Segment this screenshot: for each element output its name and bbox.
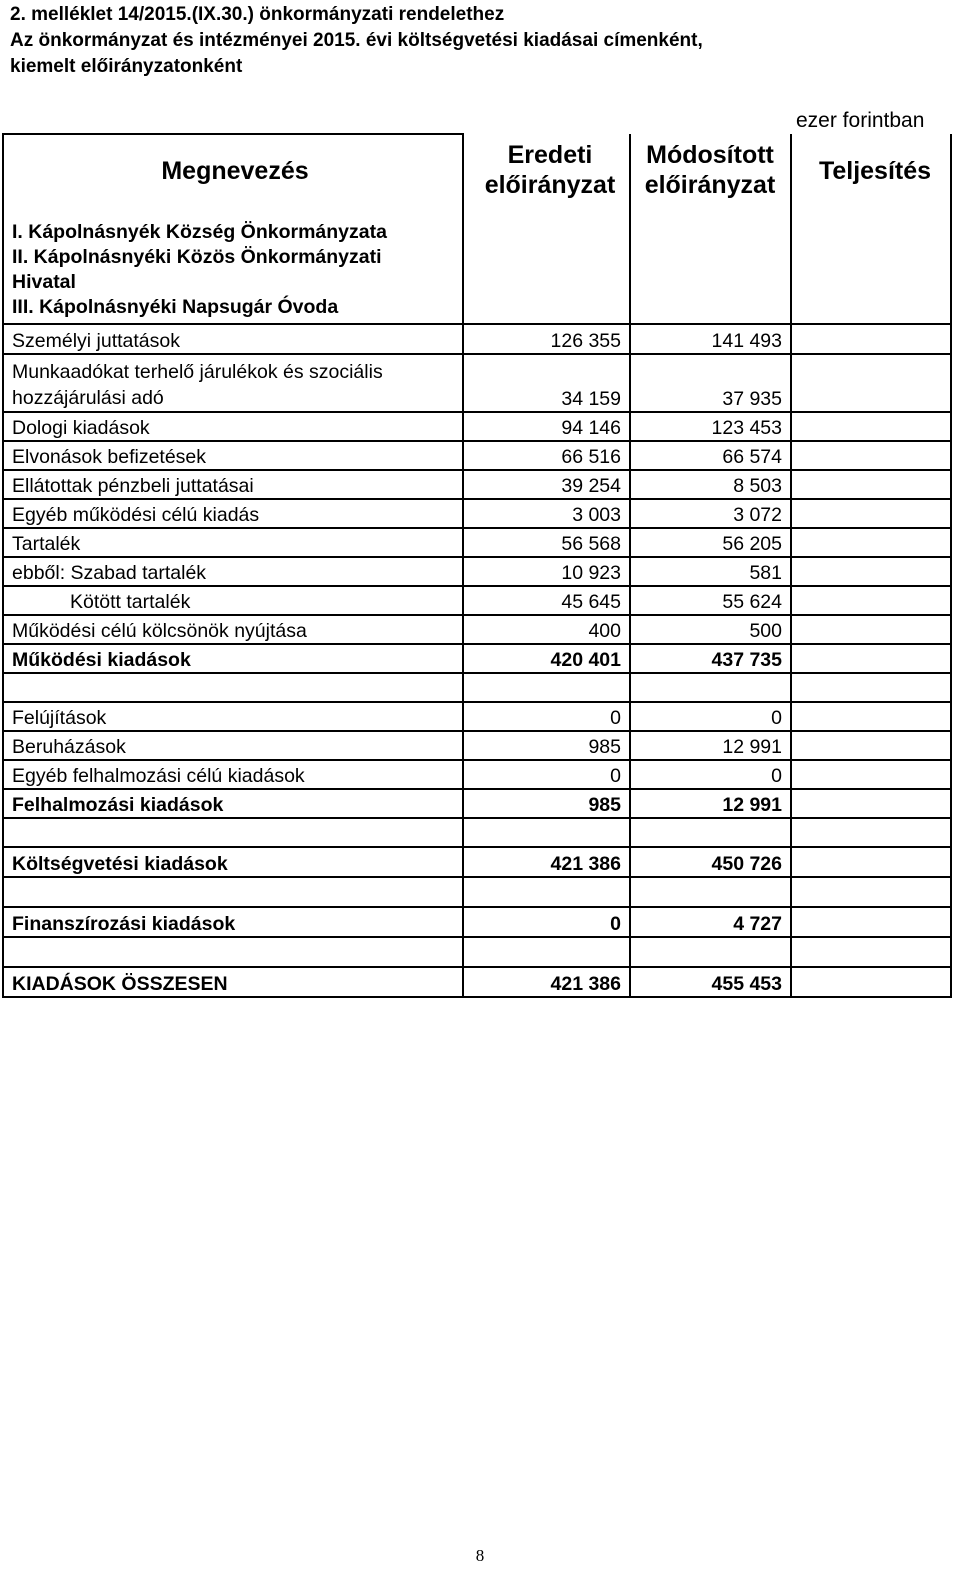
table-row: [3, 412, 951, 441]
row-original: 421 386: [463, 847, 630, 877]
row-completion: [791, 907, 951, 937]
row-original: [463, 818, 630, 847]
row-name: Beruházások: [3, 731, 463, 760]
row-modified: 0: [630, 760, 791, 789]
table-row: [3, 937, 951, 967]
row-name: Elvonások befizetések: [3, 441, 463, 470]
table-row: [3, 731, 951, 760]
table-row: [3, 673, 951, 702]
row-modified: 581: [630, 557, 791, 586]
table-row: [3, 907, 951, 937]
row-modified: [630, 673, 791, 702]
row-original: 66 516: [463, 441, 630, 470]
row-original: [463, 877, 630, 907]
row-modified: 123 453: [630, 412, 791, 441]
row-modified: 3 072: [630, 499, 791, 528]
document-title: [10, 2, 703, 80]
row-name: Személyi juttatások: [3, 324, 463, 354]
row-name: Egyéb felhalmozási célú kiadások: [3, 760, 463, 789]
row-completion: [791, 586, 951, 615]
row-modified: [630, 877, 791, 907]
row-completion: [791, 644, 951, 673]
row-modified: 37 935: [630, 354, 791, 412]
header-modified-line-1: Módosított: [646, 141, 774, 169]
row-original: 0: [463, 907, 630, 937]
table-row: [3, 528, 951, 557]
header-original-line-1: Eredeti: [507, 141, 593, 169]
row-name: Finanszírozási kiadások: [3, 907, 463, 937]
table-row: [3, 967, 951, 997]
row-modified: 8 503: [630, 470, 791, 499]
table-row: [3, 354, 951, 412]
row-name: Felhalmozási kiadások: [3, 789, 463, 818]
row-name: Felújítások: [3, 702, 463, 731]
row-name: Tartalék: [3, 528, 463, 557]
title-line-3: kiemelt előirányzatonként: [10, 56, 243, 77]
table-row: [3, 818, 951, 847]
row-completion: [791, 789, 951, 818]
row-original: [463, 673, 630, 702]
expenditure-table: [2, 133, 952, 998]
row-name-line-2: hozzájárulási adó: [12, 387, 164, 409]
row-completion: [791, 877, 951, 907]
header-completion-cell: [791, 134, 951, 324]
header-name: Megnevezés: [161, 157, 309, 185]
row-original: 0: [463, 760, 630, 789]
row-original: 56 568: [463, 528, 630, 557]
row-completion: [791, 673, 951, 702]
row-modified: [630, 937, 791, 967]
row-original: 421 386: [463, 967, 630, 997]
row-completion: [791, 441, 951, 470]
table-row: [3, 702, 951, 731]
row-name: Működési kiadások: [3, 644, 463, 673]
row-original: 10 923: [463, 557, 630, 586]
table-row: [3, 877, 951, 907]
row-name: [3, 818, 463, 847]
row-original: 420 401: [463, 644, 630, 673]
row-completion: [791, 760, 951, 789]
row-modified: 450 726: [630, 847, 791, 877]
page-number: 8: [475, 1546, 485, 1565]
row-completion: [791, 702, 951, 731]
row-completion: [791, 967, 951, 997]
row-original: 39 254: [463, 470, 630, 499]
row-completion: [791, 847, 951, 877]
row-completion: [791, 412, 951, 441]
row-modified: 66 574: [630, 441, 791, 470]
header-original-line-2: előirányzat: [484, 171, 616, 199]
row-name: Működési célú kölcsönök nyújtása: [3, 615, 463, 644]
table-row: [3, 499, 951, 528]
table-row: [3, 324, 951, 354]
row-name: [3, 673, 463, 702]
table-row: [3, 470, 951, 499]
row-modified: 12 991: [630, 789, 791, 818]
row-completion: [791, 354, 951, 412]
row-name: KIADÁSOK ÖSSZESEN: [3, 967, 463, 997]
title-line-1: 2. melléklet 14/2015.(IX.30.) önkormányzati rendelethez: [10, 4, 505, 25]
row-completion: [791, 731, 951, 760]
row-original: 94 146: [463, 412, 630, 441]
row-completion: [791, 557, 951, 586]
institution-line: Hivatal: [12, 271, 76, 293]
row-original: [463, 937, 630, 967]
header-modified-cell: [630, 134, 791, 324]
row-name: Költségvetési kiadások: [3, 847, 463, 877]
row-name: Kötött tartalék: [3, 586, 463, 615]
row-completion: [791, 324, 951, 354]
table-row: [3, 441, 951, 470]
row-modified: 141 493: [630, 324, 791, 354]
row-name: Egyéb működési célú kiadás: [3, 499, 463, 528]
table-row: [3, 760, 951, 789]
row-original: 3 003: [463, 499, 630, 528]
header-original-cell: [463, 134, 630, 324]
row-name: ebből: Szabad tartalék: [3, 557, 463, 586]
row-completion: [791, 937, 951, 967]
row-completion: [791, 818, 951, 847]
row-original: 45 645: [463, 586, 630, 615]
unit-label: ezer forintban: [796, 109, 925, 132]
table-row: [3, 615, 951, 644]
row-modified: 437 735: [630, 644, 791, 673]
row-original: 0: [463, 702, 630, 731]
row-modified: 55 624: [630, 586, 791, 615]
header-completion: Teljesítés: [818, 157, 932, 185]
table-row: [3, 557, 951, 586]
row-completion: [791, 499, 951, 528]
row-name: Dologi kiadások: [3, 412, 463, 441]
institutions-cell: [3, 134, 463, 324]
table-row: [3, 847, 951, 877]
row-name: [3, 354, 463, 412]
institution-line: II. Kápolnásnyéki Közös Önkormányzati: [12, 246, 382, 268]
row-modified: 12 991: [630, 731, 791, 760]
row-name-line-1: Munkaadókat terhelő járulékok és szociális: [12, 361, 383, 383]
row-original: 34 159: [463, 354, 630, 412]
row-modified: 0: [630, 702, 791, 731]
row-completion: [791, 615, 951, 644]
row-name: [3, 877, 463, 907]
header-row: [3, 134, 951, 324]
row-original: 985: [463, 789, 630, 818]
row-modified: 4 727: [630, 907, 791, 937]
institution-line: III. Kápolnásnyéki Napsugár Óvoda: [12, 296, 339, 318]
table-row: [3, 644, 951, 673]
row-original: 985: [463, 731, 630, 760]
row-name: [3, 937, 463, 967]
row-completion: [791, 528, 951, 557]
row-original: 126 355: [463, 324, 630, 354]
institution-line: I. Kápolnásnyék Község Önkormányzata: [12, 221, 387, 243]
row-name: Ellátottak pénzbeli juttatásai: [3, 470, 463, 499]
header-modified-line-2: előirányzat: [644, 171, 776, 199]
row-modified: 455 453: [630, 967, 791, 997]
table-row: [3, 789, 951, 818]
table-row: [3, 586, 951, 615]
row-modified: [630, 818, 791, 847]
row-completion: [791, 470, 951, 499]
title-line-2: Az önkormányzat és intézményei 2015. évi költségvetési kiadásai címenként,: [10, 30, 703, 51]
row-modified: 500: [630, 615, 791, 644]
row-original: 400: [463, 615, 630, 644]
row-modified: 56 205: [630, 528, 791, 557]
